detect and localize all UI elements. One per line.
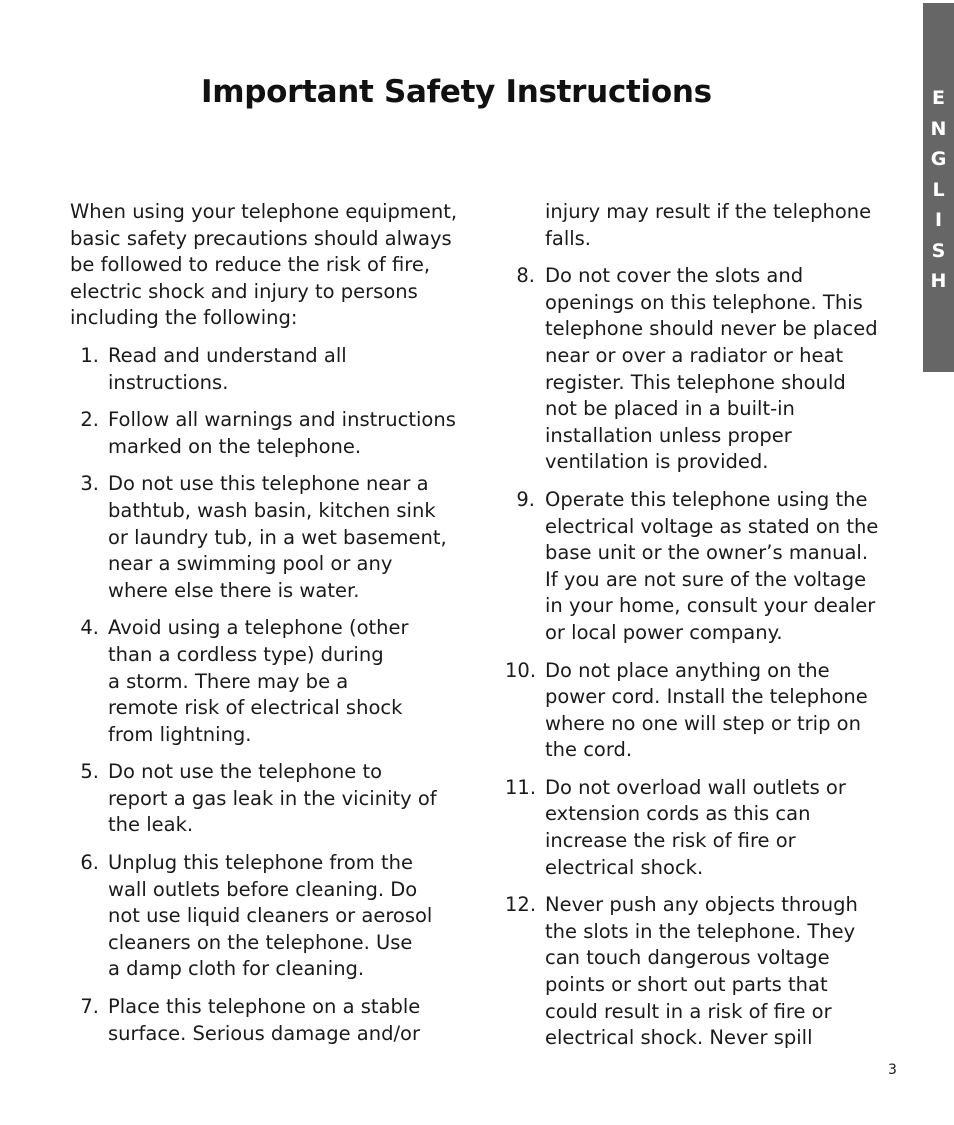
item-text-line: ventilation is provided. — [545, 450, 769, 474]
item-text-line: register. This telephone should — [545, 370, 846, 394]
instruction-item — [505, 487, 879, 647]
item-text-line: Do not use the telephone to — [108, 760, 383, 784]
item-text-line: cleaners on the telephone. Use — [108, 930, 413, 954]
page-number: 3 — [888, 1062, 897, 1078]
instruction-item — [505, 775, 870, 881]
side-tab-letter: N — [930, 117, 947, 140]
item-text-line: where no one will step or trip on — [545, 711, 861, 735]
item-text-line: from lightning. — [108, 722, 252, 746]
item-text-line: Read and understand all — [108, 343, 347, 367]
right-instruction-list — [505, 263, 879, 1052]
item-text-line: or local power company. — [545, 620, 783, 644]
item-text-line: report a gas leak in the vicinity of — [108, 786, 437, 810]
left-column — [70, 199, 458, 1058]
intro-paragraph — [70, 199, 458, 332]
item-text-line: can touch dangerous voltage — [545, 946, 830, 970]
item-text-line: not use liquid cleaners or aerosol — [108, 904, 433, 928]
intro-line: basic safety precautions should always — [70, 226, 452, 250]
item-number: 5. — [80, 760, 99, 784]
item-number: 10. — [505, 658, 537, 682]
instruction-item — [505, 263, 878, 476]
item-text-line: near a swimming pool or any — [108, 552, 393, 576]
instruction-item — [70, 994, 450, 1047]
item-text-line: near or over a radiator or heat — [545, 343, 844, 367]
item-text-line: base unit or the owner’s manual. — [545, 541, 869, 565]
item-text-line: If you are not sure of the voltage — [545, 567, 867, 591]
item-text-line: where else there is water. — [108, 578, 360, 602]
item-text-line: wall outlets before cleaning. Do — [108, 877, 418, 901]
language-tab-letters — [923, 83, 954, 297]
item-text-line: Unplug this telephone from the — [108, 851, 414, 875]
item-text-line: electrical shock. — [545, 855, 704, 879]
intro-line: electric shock and injury to persons — [70, 279, 418, 303]
instruction-item — [70, 343, 450, 396]
instruction-item — [70, 850, 450, 983]
item-text-line: the leak. — [108, 813, 194, 837]
item-number: 12. — [505, 893, 537, 917]
item-text-line: Place this telephone on a stable — [108, 995, 421, 1019]
item-text-line: the cord. — [545, 738, 633, 762]
item-text-line: Operate this telephone using the — [545, 487, 868, 511]
side-tab-letter: G — [930, 148, 947, 170]
side-tab-letter: I — [934, 209, 943, 231]
continuation-line: injury may result if the telephone — [545, 200, 872, 223]
item-text-line: increase the risk of fire or — [545, 829, 796, 853]
side-tab-letter: H — [930, 270, 947, 292]
item-text-line: could result in a risk of fire or — [545, 999, 832, 1023]
item-text-line: electrical voltage as stated on the — [545, 514, 879, 538]
item-text-line: Avoid using a telephone (other — [108, 616, 409, 640]
item-text-line: a storm. There may be a — [108, 669, 349, 693]
continuation-line: falls. — [545, 226, 592, 250]
item-text-line: Do not place anything on the — [545, 658, 830, 682]
item-number: 9. — [516, 487, 535, 511]
item-text-line: openings on this telephone. This — [545, 290, 863, 314]
item-text-line: Follow all warnings and instructions — [108, 408, 456, 432]
side-tab-letter: L — [932, 178, 945, 201]
item-text-line: Do not overload wall outlets or — [545, 775, 846, 799]
item-text-line: bathtub, wash basin, kitchen sink — [108, 498, 436, 522]
item-text-line: power cord. Install the telephone — [545, 685, 868, 709]
item-number: 7. — [80, 995, 99, 1019]
item-text-line: electrical shock. Never spill — [545, 1026, 813, 1050]
intro-line: When using your telephone equipment, — [70, 200, 458, 223]
item-number: 2. — [80, 408, 99, 432]
item-text-line: instructions. — [108, 370, 229, 394]
intro-line: be followed to reduce the risk of fire, — [70, 253, 431, 277]
item-text-line: remote risk of electrical shock — [108, 696, 403, 720]
item-text-line: marked on the telephone. — [108, 434, 362, 458]
page-title: Important Safety Instructions — [201, 74, 712, 110]
instruction-item — [505, 892, 870, 1052]
item-text-line: surface. Serious damage and/or — [108, 1021, 420, 1045]
item-text-line: the slots in the telephone. They — [545, 919, 856, 943]
item-number: 6. — [80, 851, 99, 875]
language-tab — [923, 3, 954, 372]
item-number: 1. — [80, 343, 99, 367]
item-text-line: telephone should never be placed — [545, 317, 878, 341]
instruction-item — [70, 471, 450, 604]
item-number: 8. — [516, 264, 535, 288]
item-text-line: Never push any objects through — [545, 893, 858, 917]
item-text-line: in your home, consult your dealer — [545, 594, 876, 618]
instruction-item — [70, 407, 456, 460]
side-tab-letter: S — [931, 239, 946, 262]
instruction-item — [70, 615, 450, 748]
item-text-line: points or short out parts that — [545, 973, 828, 997]
item-number: 3. — [80, 472, 99, 496]
item-number: 4. — [80, 616, 99, 640]
item-text-line: extension cords as this can — [545, 802, 811, 826]
instruction-item — [505, 658, 870, 764]
item-text-line: than a cordless type) during — [108, 642, 384, 666]
item-text-line: not be placed in a built-in — [545, 397, 795, 421]
item-text-line: a damp cloth for cleaning. — [108, 957, 365, 981]
instruction-item — [70, 759, 450, 839]
item-number: 11. — [505, 775, 537, 799]
item-7-continuation — [505, 199, 870, 252]
side-tab-letter: E — [932, 87, 945, 109]
item-text-line: Do not use this telephone near a — [108, 472, 429, 496]
item-text-line: Do not cover the slots and — [545, 264, 804, 288]
intro-line: including the following: — [70, 306, 298, 330]
item-text-line: or laundry tub, in a wet basement, — [108, 525, 447, 549]
left-instruction-list — [70, 343, 456, 1047]
right-column — [505, 199, 879, 1063]
item-text-line: installation unless proper — [545, 423, 792, 447]
